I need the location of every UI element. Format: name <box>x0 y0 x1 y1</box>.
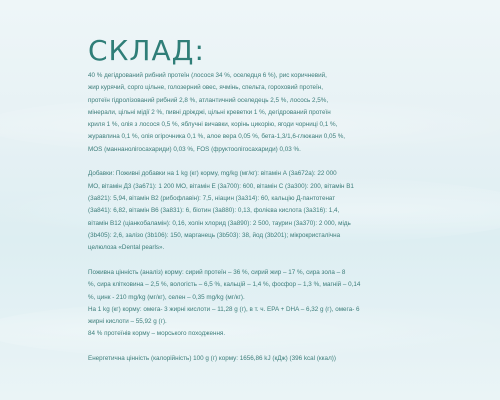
nutrition-paragraph <box>88 267 466 341</box>
text-line: журавлина 0,1 %, олія огірочника 0,1 %, алое вера 0,05 %, бета-1,3/1,6-глюкани 0,05 %, <box>88 133 346 141</box>
page-title: СКЛАД: <box>88 34 205 67</box>
text-line: (3а841): 6,82, вітамін В6 (3а831): 6, біотин (3а880): 0,13, фолієва кислота (3а316): 1,4, <box>88 207 340 215</box>
text-line: %, сира клітковина – 2,5 %, вологість – 6,5 %, кальцій – 1,4 %, фосфор – 1,3 %, магній – 0,14 <box>88 281 361 289</box>
additives-paragraph <box>88 168 466 254</box>
text-line: MOS (маннанолігосахариди) 0,03 %, FOS (фруктоолігосахариди) 0,03 %. <box>88 145 301 153</box>
text-line: (3а821): 5,94, вітамін В2 (рибофлавін): 7,5, ніацин (3а314): 60, кальцію Д-пантотенат <box>88 195 336 203</box>
composition-text <box>88 70 466 365</box>
text-line: протеїн гідролізований рибний 2,8 %, атлантичний оселедець 2,5 %, лосось 2,5%, <box>88 96 329 104</box>
text-line: (3b405): 2,6, залізо (3b106): 150, марганець (3b503): 38, йод (3b201); мікрокристалічна <box>88 231 341 239</box>
text-line: На 1 kg (кг) корму: омега- 3 жирні кислоти – 11,28 g (г), в т. ч. EPA + DHA – 6,32 g (г), омега- 6 <box>88 305 360 313</box>
text-line: 84 % протеїнів корму – морського походження. <box>88 330 226 338</box>
text-line: Добавки: Поживні добавки на 1 kg (кг) корму, mg/kg (мг/кг): вітамін А (3а672а): 22 000 <box>88 170 337 178</box>
text-line: жирні кислоти – 55,92 g (г). <box>88 318 167 326</box>
text-line: МО, вітамін Д3 (3а671): 1 200 МО, вітамін Е (3а700): 600, вітамін С (3а300): 200, вітамін В1 <box>88 182 354 190</box>
text-line: Енергетична цінність (калорійність) 100 g (г) корму: 1656,86 kJ (кДж) (396 kcal (ккал)) <box>88 355 336 363</box>
text-line: мінерали, цільні мідії 2 %, пивні дріжджі, цільні креветки 1 %, дегідрований протеїн <box>88 108 331 116</box>
text-line: целюлоза «Dental pearls». <box>88 244 165 252</box>
text-line: Поживна цінність (аналіз) корму: сирий протеїн – 36 %, сирий жир – 17 %, сира зола – 8 <box>88 268 346 276</box>
text-line: криля 1 %, олія з лосося 0,5 %, яблучні вичавки, корінь цикорію, ягоди чорниці 0,1 %, <box>88 121 338 129</box>
text-line: жир курячий, сорго цільне, голозерний овес, ячмінь, спельта, гороховий протеїн, <box>88 84 323 92</box>
energy-paragraph <box>88 353 466 365</box>
text-line: %, цинк - 210 mg/kg (мг/кг), селен – 0,35 mg/kg (мг/кг). <box>88 293 245 301</box>
ingredients-paragraph <box>88 70 466 156</box>
text-line: вітамін В12 (ціанкобаламін): 0,16, холін хлорид (3а890): 2 500, таурин (3а370): 2 000, мідь <box>88 219 351 227</box>
text-line: 40 % дегідрований рибний протеїн (лосося 34 %, оселедця 6 %), рис коричневий, <box>88 72 327 79</box>
